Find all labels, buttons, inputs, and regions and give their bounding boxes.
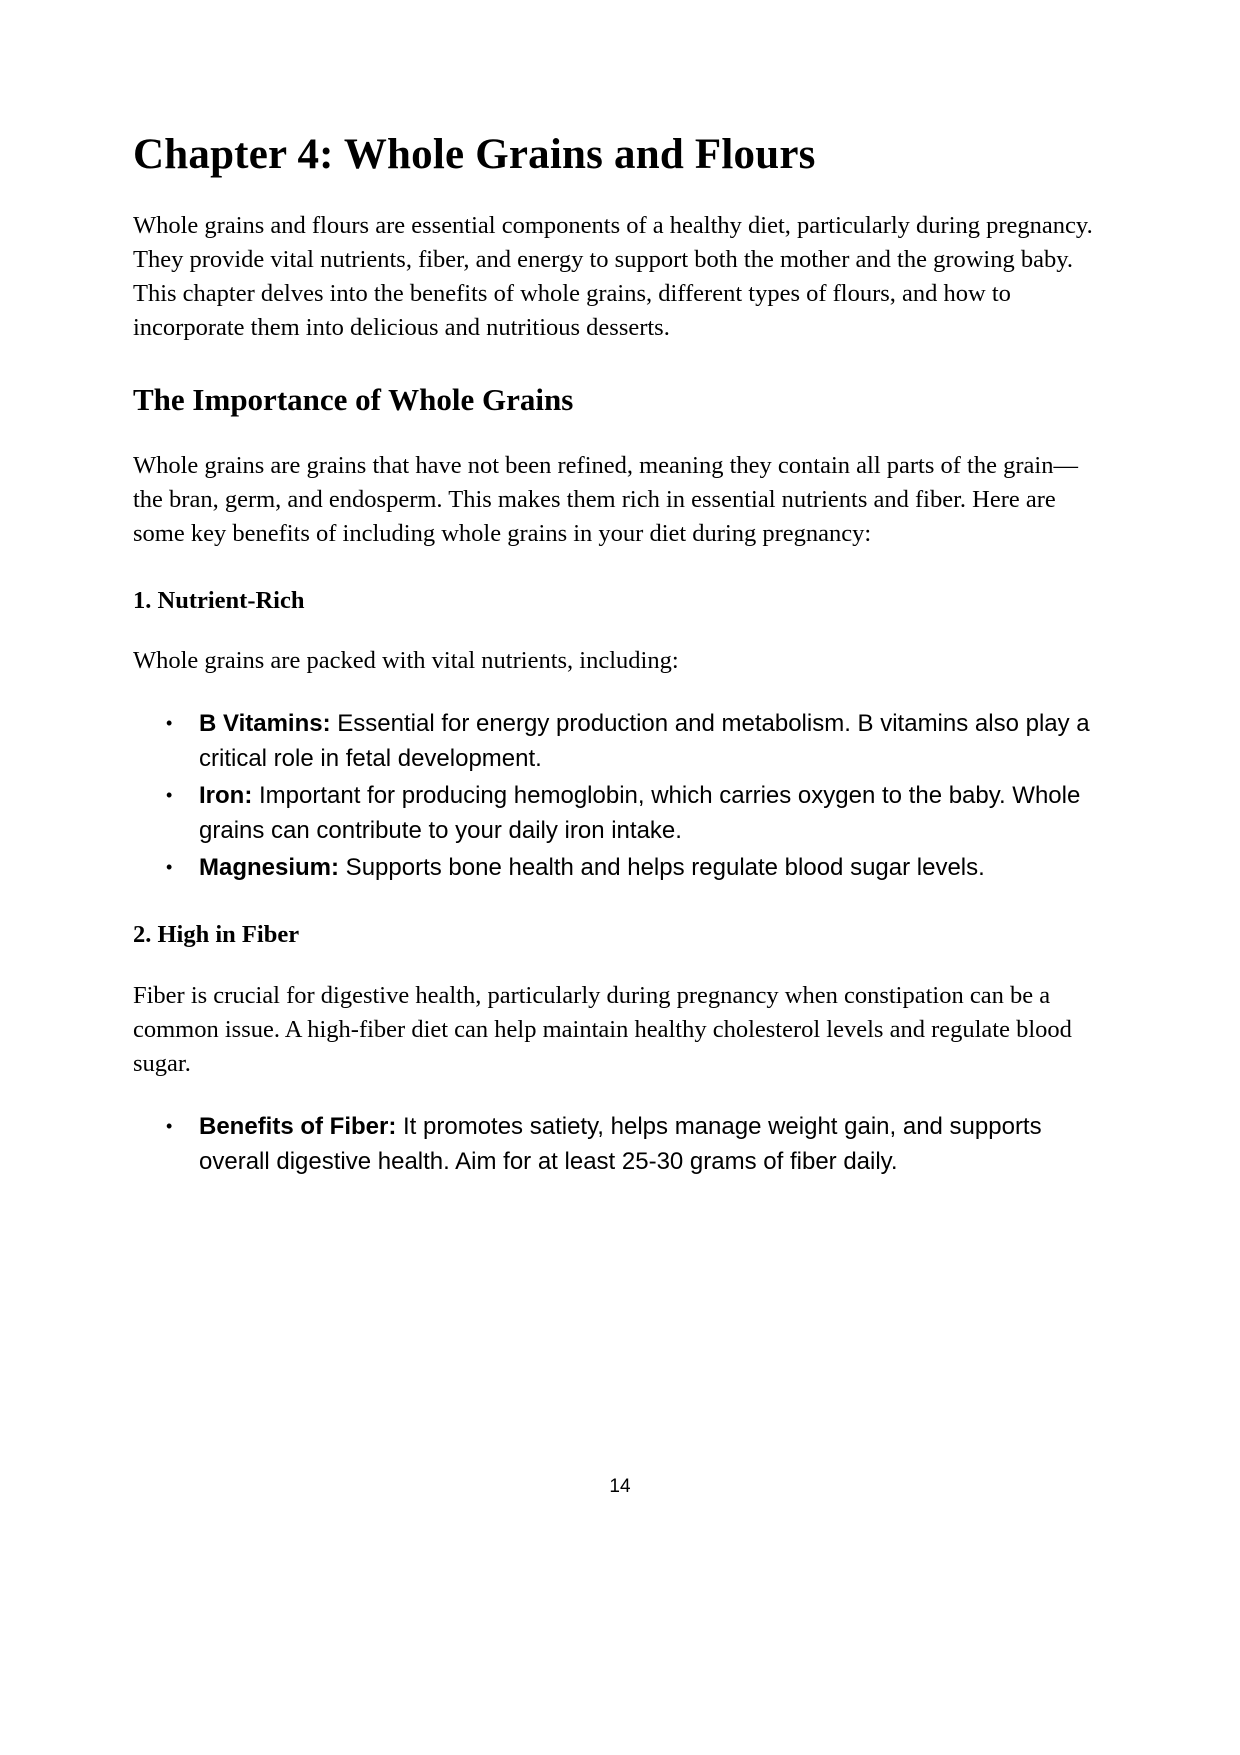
bullet-icon: • <box>166 857 173 878</box>
chapter-title: Chapter 4: Whole Grains and Flours <box>133 131 816 178</box>
bullet-text <box>199 1109 1105 1179</box>
fiber-bullet-list <box>133 1109 1105 1179</box>
section-intro-paragraph: Whole grains are grains that have not been refined, meaning they contain all parts of the grain—the bran, germ, and endosperm. This makes them rich in essential nutrients and fiber. Here are some key benefits of including whole grains in your diet during pregnancy: <box>133 451 1078 547</box>
nutrients-bullet-list <box>133 706 1105 885</box>
chapter-intro-paragraph: Whole grains and flours are essential components of a healthy diet, particularly during pregnancy. They provide vital nutrients, fiber, and energy to support both the mother and the growing baby. This chapter delves into the benefits of whole grains, different types of flours, and how to incorporate them into delicious and nutritious desserts. <box>133 212 1093 342</box>
bullet-body: Important for producing hemoglobin, which carries oxygen to the baby. Whole grains can contribute to your daily iron intake. <box>199 782 1081 845</box>
list-item <box>133 706 1105 776</box>
nutrient-rich-intro: Whole grains are packed with vital nutrients, including: <box>133 647 679 675</box>
bullet-lead: B Vitamins: <box>199 710 331 738</box>
list-item <box>133 850 1105 885</box>
bullet-lead: Benefits of Fiber: <box>199 1113 397 1141</box>
bullet-text <box>199 850 1105 885</box>
bullet-text <box>199 778 1105 848</box>
bullet-text <box>199 706 1105 776</box>
bullet-icon: • <box>166 713 173 734</box>
page-number: 14 <box>609 1476 631 1497</box>
subheading-nutrient-rich: 1. Nutrient-Rich <box>133 586 305 614</box>
bullet-body: It promotes satiety, helps manage weight gain, and supports overall digestive health. Aim for at least 25-30 grams of fiber daily. <box>199 1113 1042 1176</box>
bullet-lead: Iron: <box>199 782 253 810</box>
bullet-lead: Magnesium: <box>199 854 340 882</box>
list-item <box>133 778 1105 848</box>
section-heading-importance: The Importance of Whole Grains <box>133 382 574 418</box>
bullet-icon: • <box>166 1116 173 1137</box>
bullet-icon: • <box>166 785 173 806</box>
list-item <box>133 1109 1105 1179</box>
bullet-body: Essential for energy production and metabolism. B vitamins also play a critical role in fetal development. <box>199 710 1090 773</box>
subheading-high-in-fiber: 2. High in Fiber <box>133 921 300 949</box>
bullet-body: Supports bone health and helps regulate blood sugar levels. <box>339 854 985 882</box>
fiber-intro-paragraph: Fiber is crucial for digestive health, particularly during pregnancy when constipation can be a common issue. A high-fiber diet can help maintain healthy cholesterol levels and regulate blood sugar. <box>133 982 1072 1078</box>
